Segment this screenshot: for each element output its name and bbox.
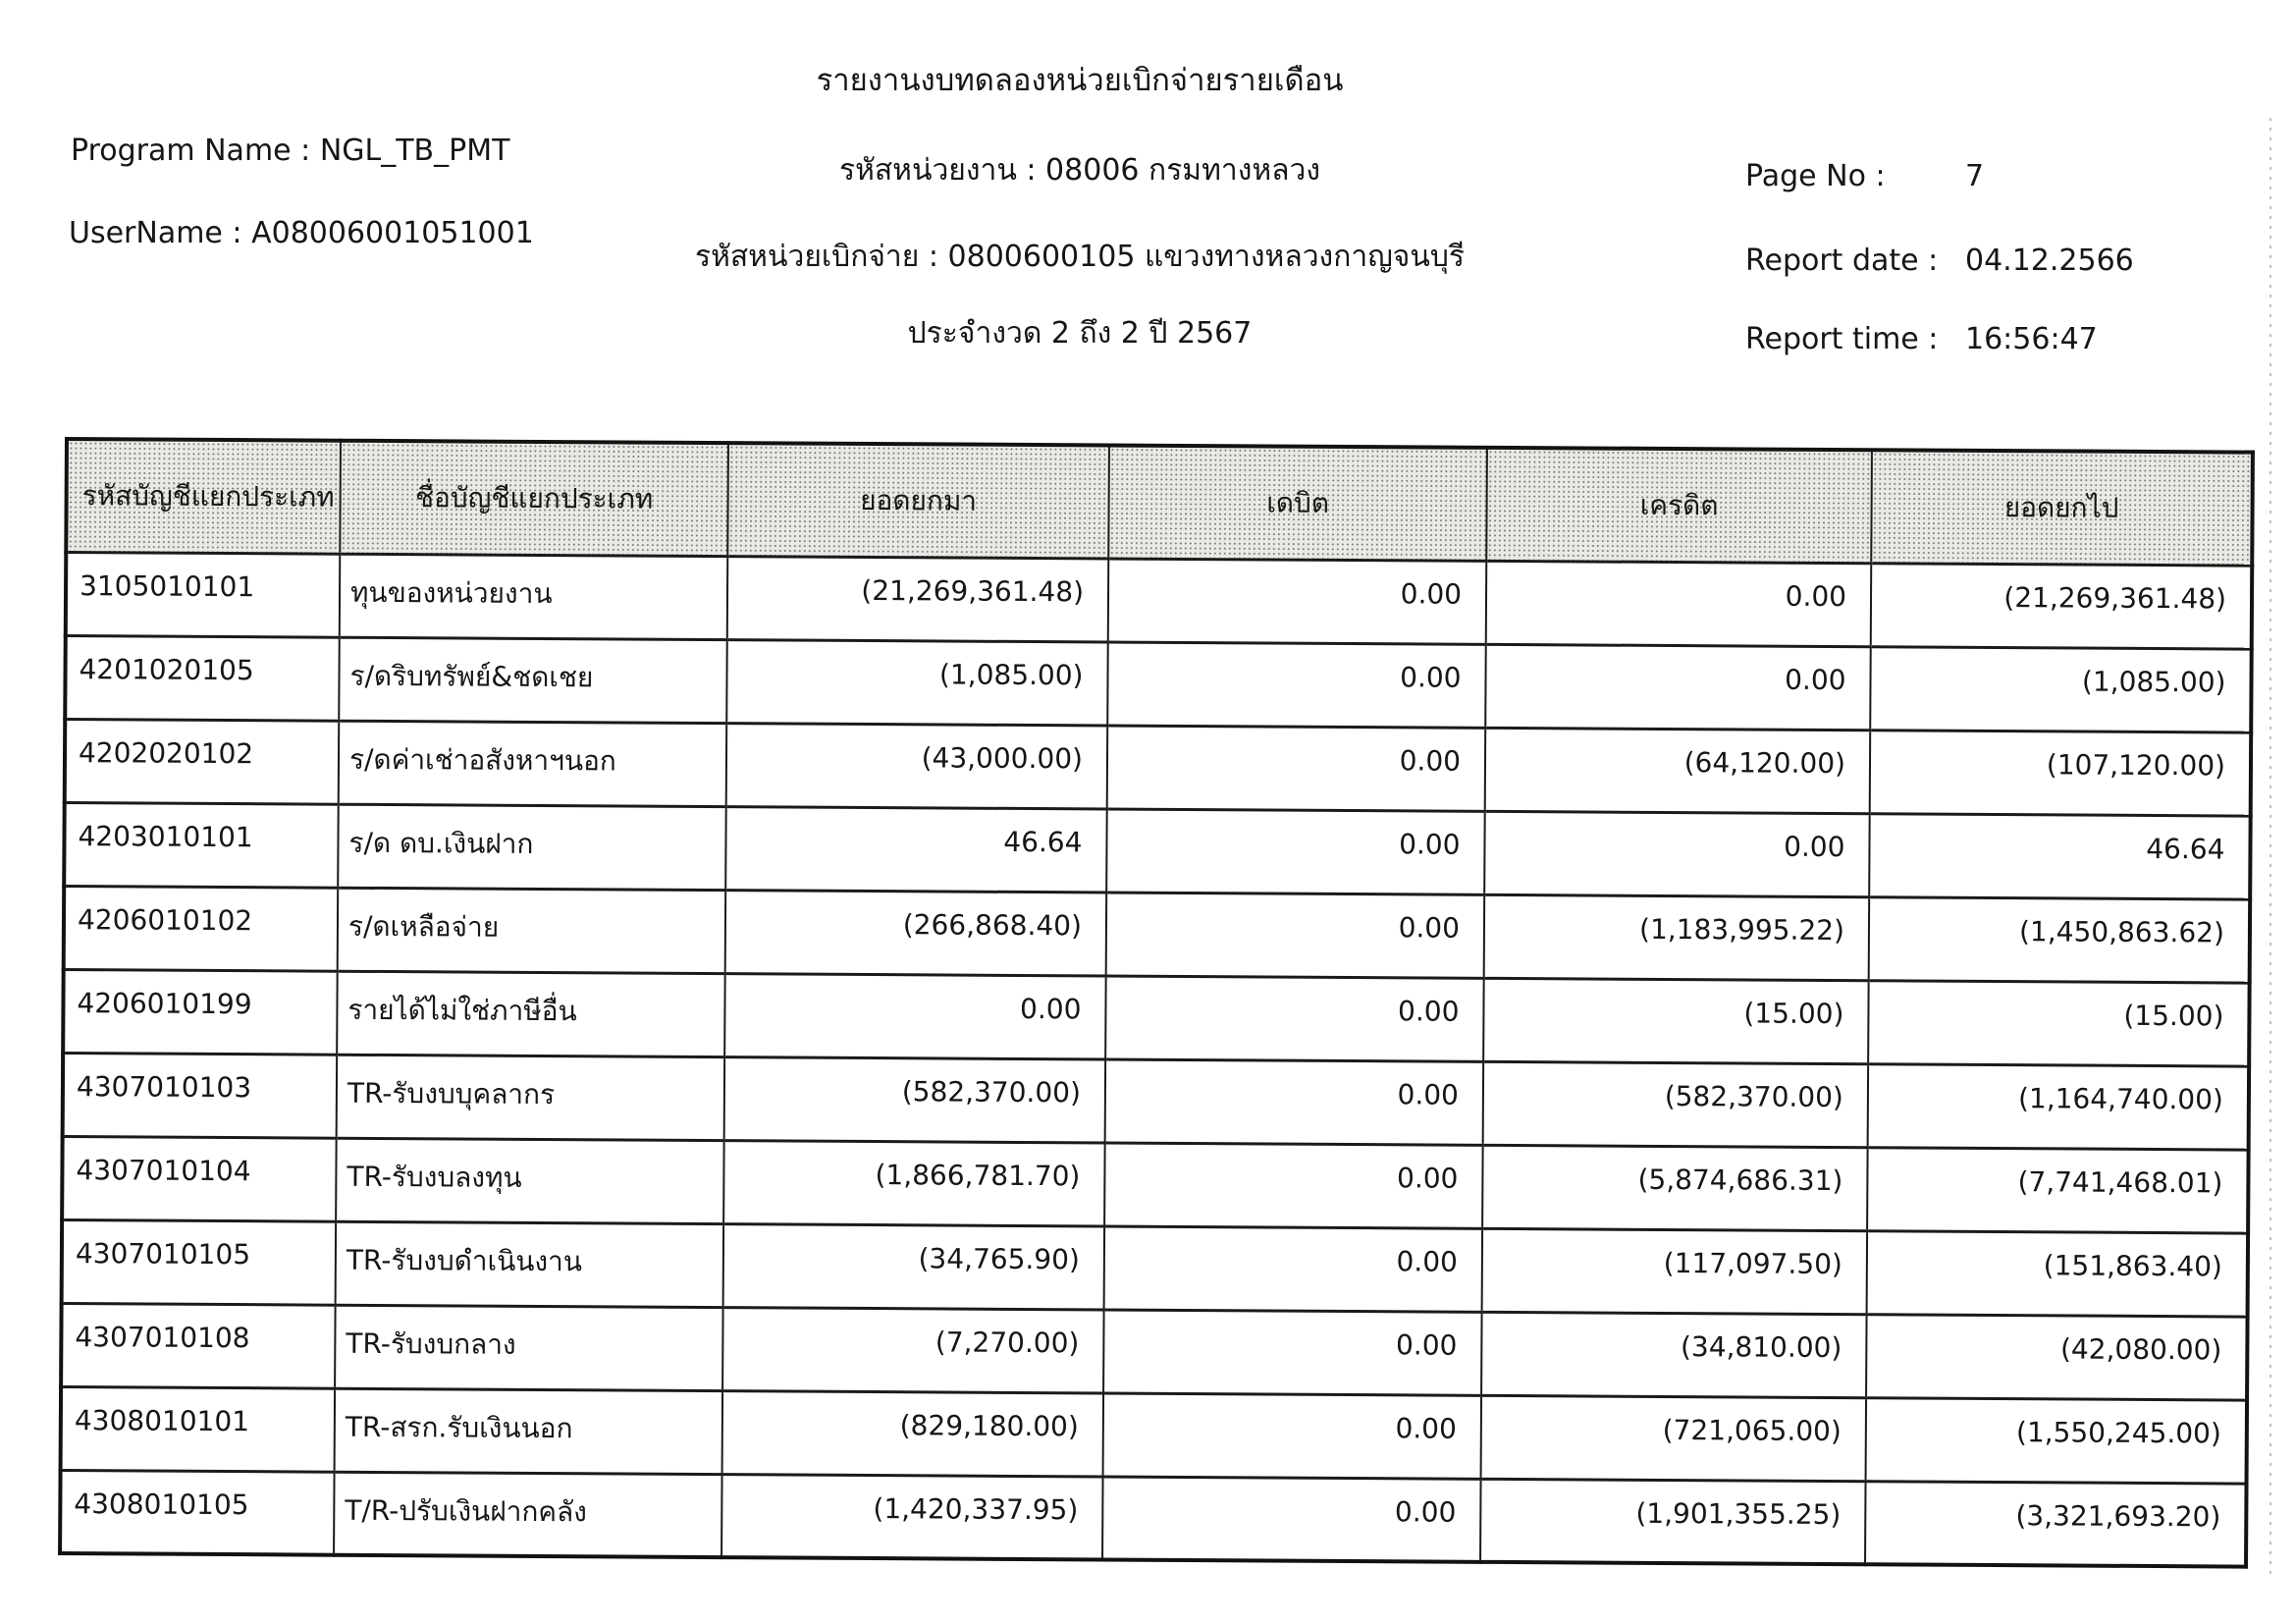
table-row	[61, 1303, 2247, 1400]
credit-cell: (15.00)	[1483, 978, 1869, 1063]
account-name-cell: ร/ดค่าเช่าอสังหาฯนอก	[339, 721, 727, 806]
debit-cell: 0.00	[1106, 808, 1485, 893]
balance-carried-forward-cell: (7,741,468.01)	[1867, 1147, 2249, 1232]
table-row	[60, 1470, 2246, 1567]
period-line: ประจำงวด 2 ถึง 2 ปี 2567	[907, 316, 1253, 351]
debit-cell: 0.00	[1107, 641, 1486, 727]
credit-cell: (64,120.00)	[1485, 728, 1871, 813]
agency-code-line: รหัสหน่วยงาน : 08006 กรมทางหลวง	[838, 153, 1321, 188]
table-row	[63, 1053, 2249, 1150]
username-value: A08006001051001	[251, 216, 534, 250]
credit-cell: (1,183,995.22)	[1484, 894, 1870, 980]
column-header-debit: เดบิต	[1108, 445, 1487, 560]
account-name-cell: T/R-ปรับเงินฝากคลัง	[334, 1472, 722, 1557]
debit-cell: 0.00	[1105, 975, 1484, 1060]
program-name-label: Program Name :	[71, 134, 311, 168]
debit-cell: 0.00	[1104, 1142, 1483, 1227]
column-header-account-code: รหัสบัญชีแยกประเภท	[66, 439, 341, 554]
disbursement-unit-line: รหัสหน่วยเบิกจ่าย : 0800600105 แขวงทางหลวงกาญจนบุรี	[694, 240, 1466, 274]
account-code-cell: 4307010108	[61, 1303, 336, 1388]
debit-cell: 0.00	[1102, 1476, 1481, 1561]
debit-cell: 0.00	[1103, 1309, 1482, 1394]
table-row	[65, 635, 2251, 732]
debit-cell: 0.00	[1105, 1058, 1484, 1144]
credit-cell: 0.00	[1485, 644, 1871, 730]
account-code-cell: 4206010199	[63, 969, 338, 1055]
table-row	[61, 1386, 2247, 1484]
account-name-cell: TR-รับงบดำเนินงาน	[336, 1221, 724, 1307]
balance-brought-forward-cell: (1,420,337.95)	[721, 1474, 1103, 1559]
column-header-balance-brought-forward: ยอดยกมา	[727, 443, 1109, 558]
account-code-cell: 4307010103	[63, 1053, 338, 1138]
account-code-cell: 4201020105	[65, 635, 340, 721]
trial-balance-table	[58, 437, 2255, 1569]
table-body	[60, 552, 2252, 1567]
account-code-cell: 4308010105	[60, 1470, 335, 1555]
credit-cell: 0.00	[1484, 811, 1870, 896]
balance-carried-forward-cell: (3,321,693.20)	[1865, 1481, 2247, 1566]
balance-carried-forward-cell: (1,550,245.00)	[1866, 1397, 2248, 1483]
account-code-cell: 4308010101	[61, 1386, 336, 1472]
balance-carried-forward-cell: (1,085.00)	[1870, 646, 2252, 731]
account-code-cell: 4203010101	[64, 802, 339, 888]
balance-brought-forward-cell: (1,085.00)	[726, 639, 1108, 725]
report-time-value: 16:56:47	[1965, 322, 2098, 356]
balance-brought-forward-cell: (43,000.00)	[726, 723, 1108, 808]
credit-cell: (117,097.50)	[1482, 1228, 1868, 1314]
balance-carried-forward-cell: (107,120.00)	[1870, 730, 2252, 815]
table-row	[66, 552, 2252, 649]
balance-brought-forward-cell: (34,765.90)	[723, 1223, 1105, 1309]
scan-perforation-dotted-line	[2269, 118, 2271, 1581]
credit-cell: (582,370.00)	[1483, 1061, 1869, 1147]
credit-cell: (1,901,355.25)	[1480, 1479, 1866, 1564]
program-name-value: NGL_TB_PMT	[319, 134, 510, 168]
balance-carried-forward-cell: (1,450,863.62)	[1869, 896, 2251, 982]
balance-brought-forward-cell: 0.00	[724, 973, 1106, 1058]
balance-brought-forward-cell: (829,180.00)	[722, 1390, 1104, 1476]
balance-brought-forward-cell: (7,270.00)	[722, 1307, 1104, 1392]
column-header-account-name: ชื่อบัญชีแยกประเภท	[340, 441, 728, 556]
account-code-cell: 4206010102	[64, 886, 339, 971]
table-row	[62, 1136, 2248, 1233]
account-name-cell: TR-รับงบบุคลากร	[337, 1055, 725, 1140]
report-date-value: 04.12.2566	[1965, 244, 2134, 278]
credit-cell: (34,810.00)	[1481, 1312, 1867, 1397]
balance-brought-forward-cell: (266,868.40)	[725, 890, 1107, 975]
balance-brought-forward-cell: (582,370.00)	[724, 1056, 1106, 1142]
username-label: UserName :	[69, 216, 242, 250]
balance-carried-forward-cell: (151,863.40)	[1867, 1230, 2249, 1316]
table-header-row	[66, 439, 2253, 566]
trial-balance-table-wrap	[58, 437, 2255, 1569]
account-name-cell: ทุนของหน่วยงาน	[340, 554, 728, 639]
balance-carried-forward-cell: (1,164,740.00)	[1868, 1063, 2250, 1149]
debit-cell: 0.00	[1107, 725, 1486, 810]
balance-carried-forward-cell: (42,080.00)	[1866, 1314, 2248, 1399]
account-name-cell: ร/ดเหลือจ่าย	[338, 888, 726, 973]
page-no-value: 7	[1965, 159, 1985, 193]
table-row	[63, 969, 2249, 1066]
balance-carried-forward-cell: (21,269,361.48)	[1871, 563, 2253, 648]
table-row	[62, 1219, 2248, 1317]
debit-cell: 0.00	[1106, 892, 1485, 977]
column-header-credit: เครดิต	[1486, 448, 1872, 563]
debit-cell: 0.00	[1103, 1392, 1482, 1478]
account-name-cell: รายได้ไม่ใช่ภาษีอื่น	[337, 971, 725, 1056]
balance-brought-forward-cell: 46.64	[725, 806, 1107, 892]
account-name-cell: TR-รับงบลงทุน	[336, 1138, 724, 1223]
balance-carried-forward-cell: 46.64	[1869, 813, 2251, 898]
account-code-cell: 4307010105	[62, 1219, 337, 1305]
account-name-cell: TR-รับงบกลาง	[335, 1305, 723, 1390]
account-name-cell: ร/ดริบทรัพย์&ชดเชย	[339, 637, 727, 723]
report-title: รายงานงบทดลองหน่วยเบิกจ่ายรายเดือน	[816, 63, 1344, 98]
credit-cell: (721,065.00)	[1481, 1395, 1867, 1481]
username-line	[69, 216, 534, 250]
credit-cell: (5,874,686.31)	[1482, 1145, 1868, 1230]
table-row	[64, 802, 2250, 899]
report-time-label: Report time :	[1745, 322, 1939, 356]
debit-cell: 0.00	[1104, 1225, 1483, 1311]
account-code-cell: 4202020102	[65, 719, 340, 804]
balance-brought-forward-cell: (21,269,361.48)	[727, 556, 1109, 641]
balance-brought-forward-cell: (1,866,781.70)	[723, 1140, 1105, 1225]
report-date-label: Report date :	[1745, 244, 1939, 278]
credit-cell: 0.00	[1486, 561, 1872, 646]
account-code-cell: 3105010101	[66, 552, 341, 637]
debit-cell: 0.00	[1108, 558, 1487, 643]
column-header-balance-carried-forward: ยอดยกไป	[1871, 450, 2253, 565]
table-row	[65, 719, 2251, 816]
account-code-cell: 4307010104	[62, 1136, 337, 1221]
page-no-label: Page No :	[1745, 159, 1886, 193]
balance-carried-forward-cell: (15.00)	[1868, 980, 2250, 1065]
account-name-cell: ร/ด ดบ.เงินฝาก	[338, 804, 726, 890]
program-name-line	[71, 134, 509, 168]
account-name-cell: TR-สรก.รับเงินนอก	[335, 1388, 723, 1474]
table-row	[64, 886, 2250, 983]
